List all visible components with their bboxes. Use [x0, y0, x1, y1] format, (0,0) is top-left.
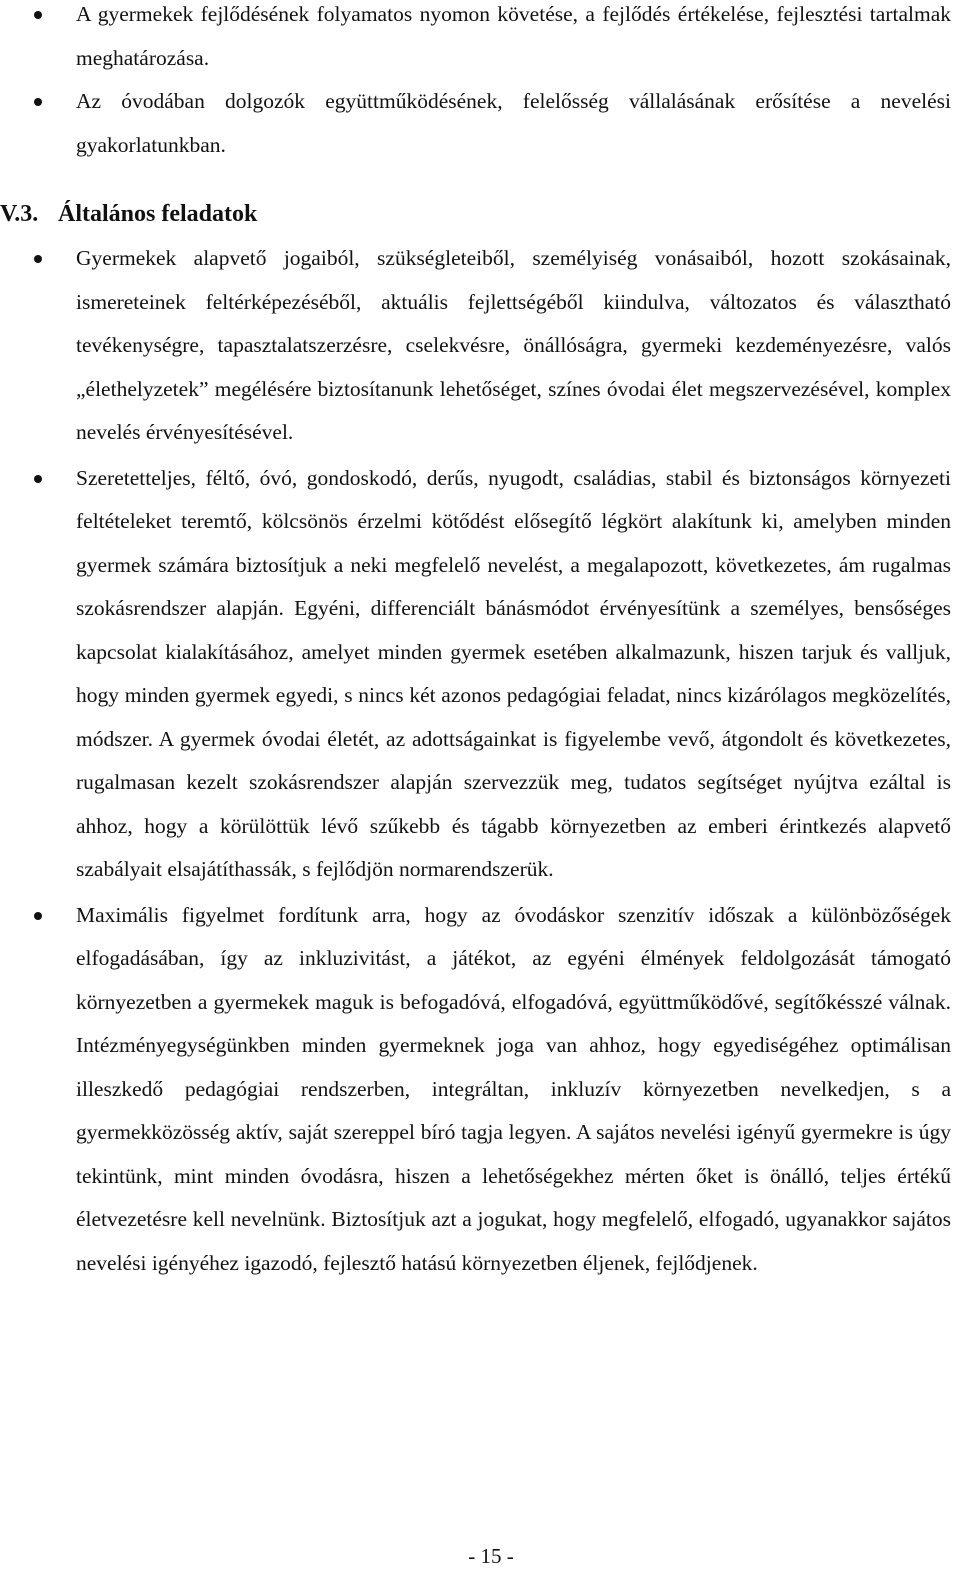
list-item-text: Maximális figyelmet fordítunk arra, hogy az óvodáskor szenzitív időszak a különbözőségek elfogadásában, így az inkluzivitást, a játékot, az egyéni élmények feldolgozását támogató környezetben a gyermekek maguk is befogadóvá, elfogadóvá, együttműködővé, segítőkésszé válnak. Intézményegységünkben minden gyermeknek joga van ahhoz, hogy egyediségéhez optimálisan illeszkedő pedagógiai rendszerben, integráltan, inkluzív környezetben nevelkedjen, s a gyermekközösség aktív, saját szereppel bíró tagja legyen. A sajátos nevelési igényű gyermekre is úgy tekintünk, mint minden óvodásra, hiszen a lehetőségekhez mérten őket is önálló, teljes értékű életvezetésre kell nevelnünk. Biztosítjuk azt a jogukat, hogy megfelelő, elfogadó, ugyanakkor sajátos nevelési igényéhez igazodó, fejlesztő hatású környezetben éljenek, fejlődjenek. [76, 902, 951, 1275]
list-item [0, 80, 960, 167]
list-item [0, 237, 960, 455]
section-number: V.3. [0, 201, 39, 227]
list-item-text: Az óvodában dolgozók együttműködésének, felelősség vállalásának erősítése a nevelési gyakorlatunkban. [76, 89, 951, 157]
list-item-text: Szeretetteljes, féltő, óvó, gondoskodó, derűs, nyugodt, családias, stabil és biztonságos környezeti feltételeket teremtő, kölcsönös érzelmi kötődést elősegítő légkört alakítunk ki, amelyben minden gyermek számára biztosítjuk a neki megfelelő nevelést, a megalapozott, következetes, ám rugalmas szokásrendszer alapján. Egyéni, differenciált bánásmódot érvényesítünk a személyes, bensőséges kapcsolat kialakításához, amelyet minden gyermek esetében alkalmazunk, hiszen tarjuk és valljuk, hogy minden gyermek egyedi, s nincs két azonos pedagógiai feladat, nincs kizárólagos megközelítés, módszer. A gyermek óvodai életét, az adottságainkat is figyelembe vevő, átgondolt és következetes, rugalmasan kezelt szokásrendszer alapján szervezzük meg, tudatos segítséget nyújtva ezáltal is ahhoz, hogy a körülöttük lévő szűkebb és tágabb környezetben az emberi érintkezés alapvető szabályait elsajátíthassák, s fejlődjön normarendszerük. [76, 465, 951, 881]
list-item [0, 894, 960, 1286]
bullet-icon [34, 98, 42, 106]
list-item [0, 457, 960, 892]
list-item-text: Gyermekek alapvető jogaiból, szükségleteiből, személyiség vonásaiból, hozott szokásainak, ismereteinek feltérképezéséből, aktuális fejlettségéből kiindulva, változatos és választható tevékenységre, tapasztalatszerzésre, cselekvésre, önállóságra, gyermeki kezdeményezésre, valós „élethelyzetek” megélésére biztosítanunk lehetőséget, színes óvodai élet megszervezésével, komplex nevelés érvényesítésével. [76, 246, 951, 444]
section-title: Általános feladatok [58, 201, 258, 227]
bullet-icon [34, 912, 42, 920]
page-number: - 15 - [468, 1544, 514, 1568]
bullet-icon [34, 255, 42, 263]
bullet-icon [34, 475, 42, 483]
goals-bullet-list [0, 0, 960, 167]
section-heading [0, 193, 257, 236]
tasks-bullet-list [0, 237, 960, 1285]
list-item-text: A gyermekek fejlődésének folyamatos nyomon követése, a fejlődés értékelése, fejlesztési tartalmak meghatározása. [76, 2, 951, 70]
bullet-icon [34, 11, 42, 19]
list-item [0, 0, 960, 80]
